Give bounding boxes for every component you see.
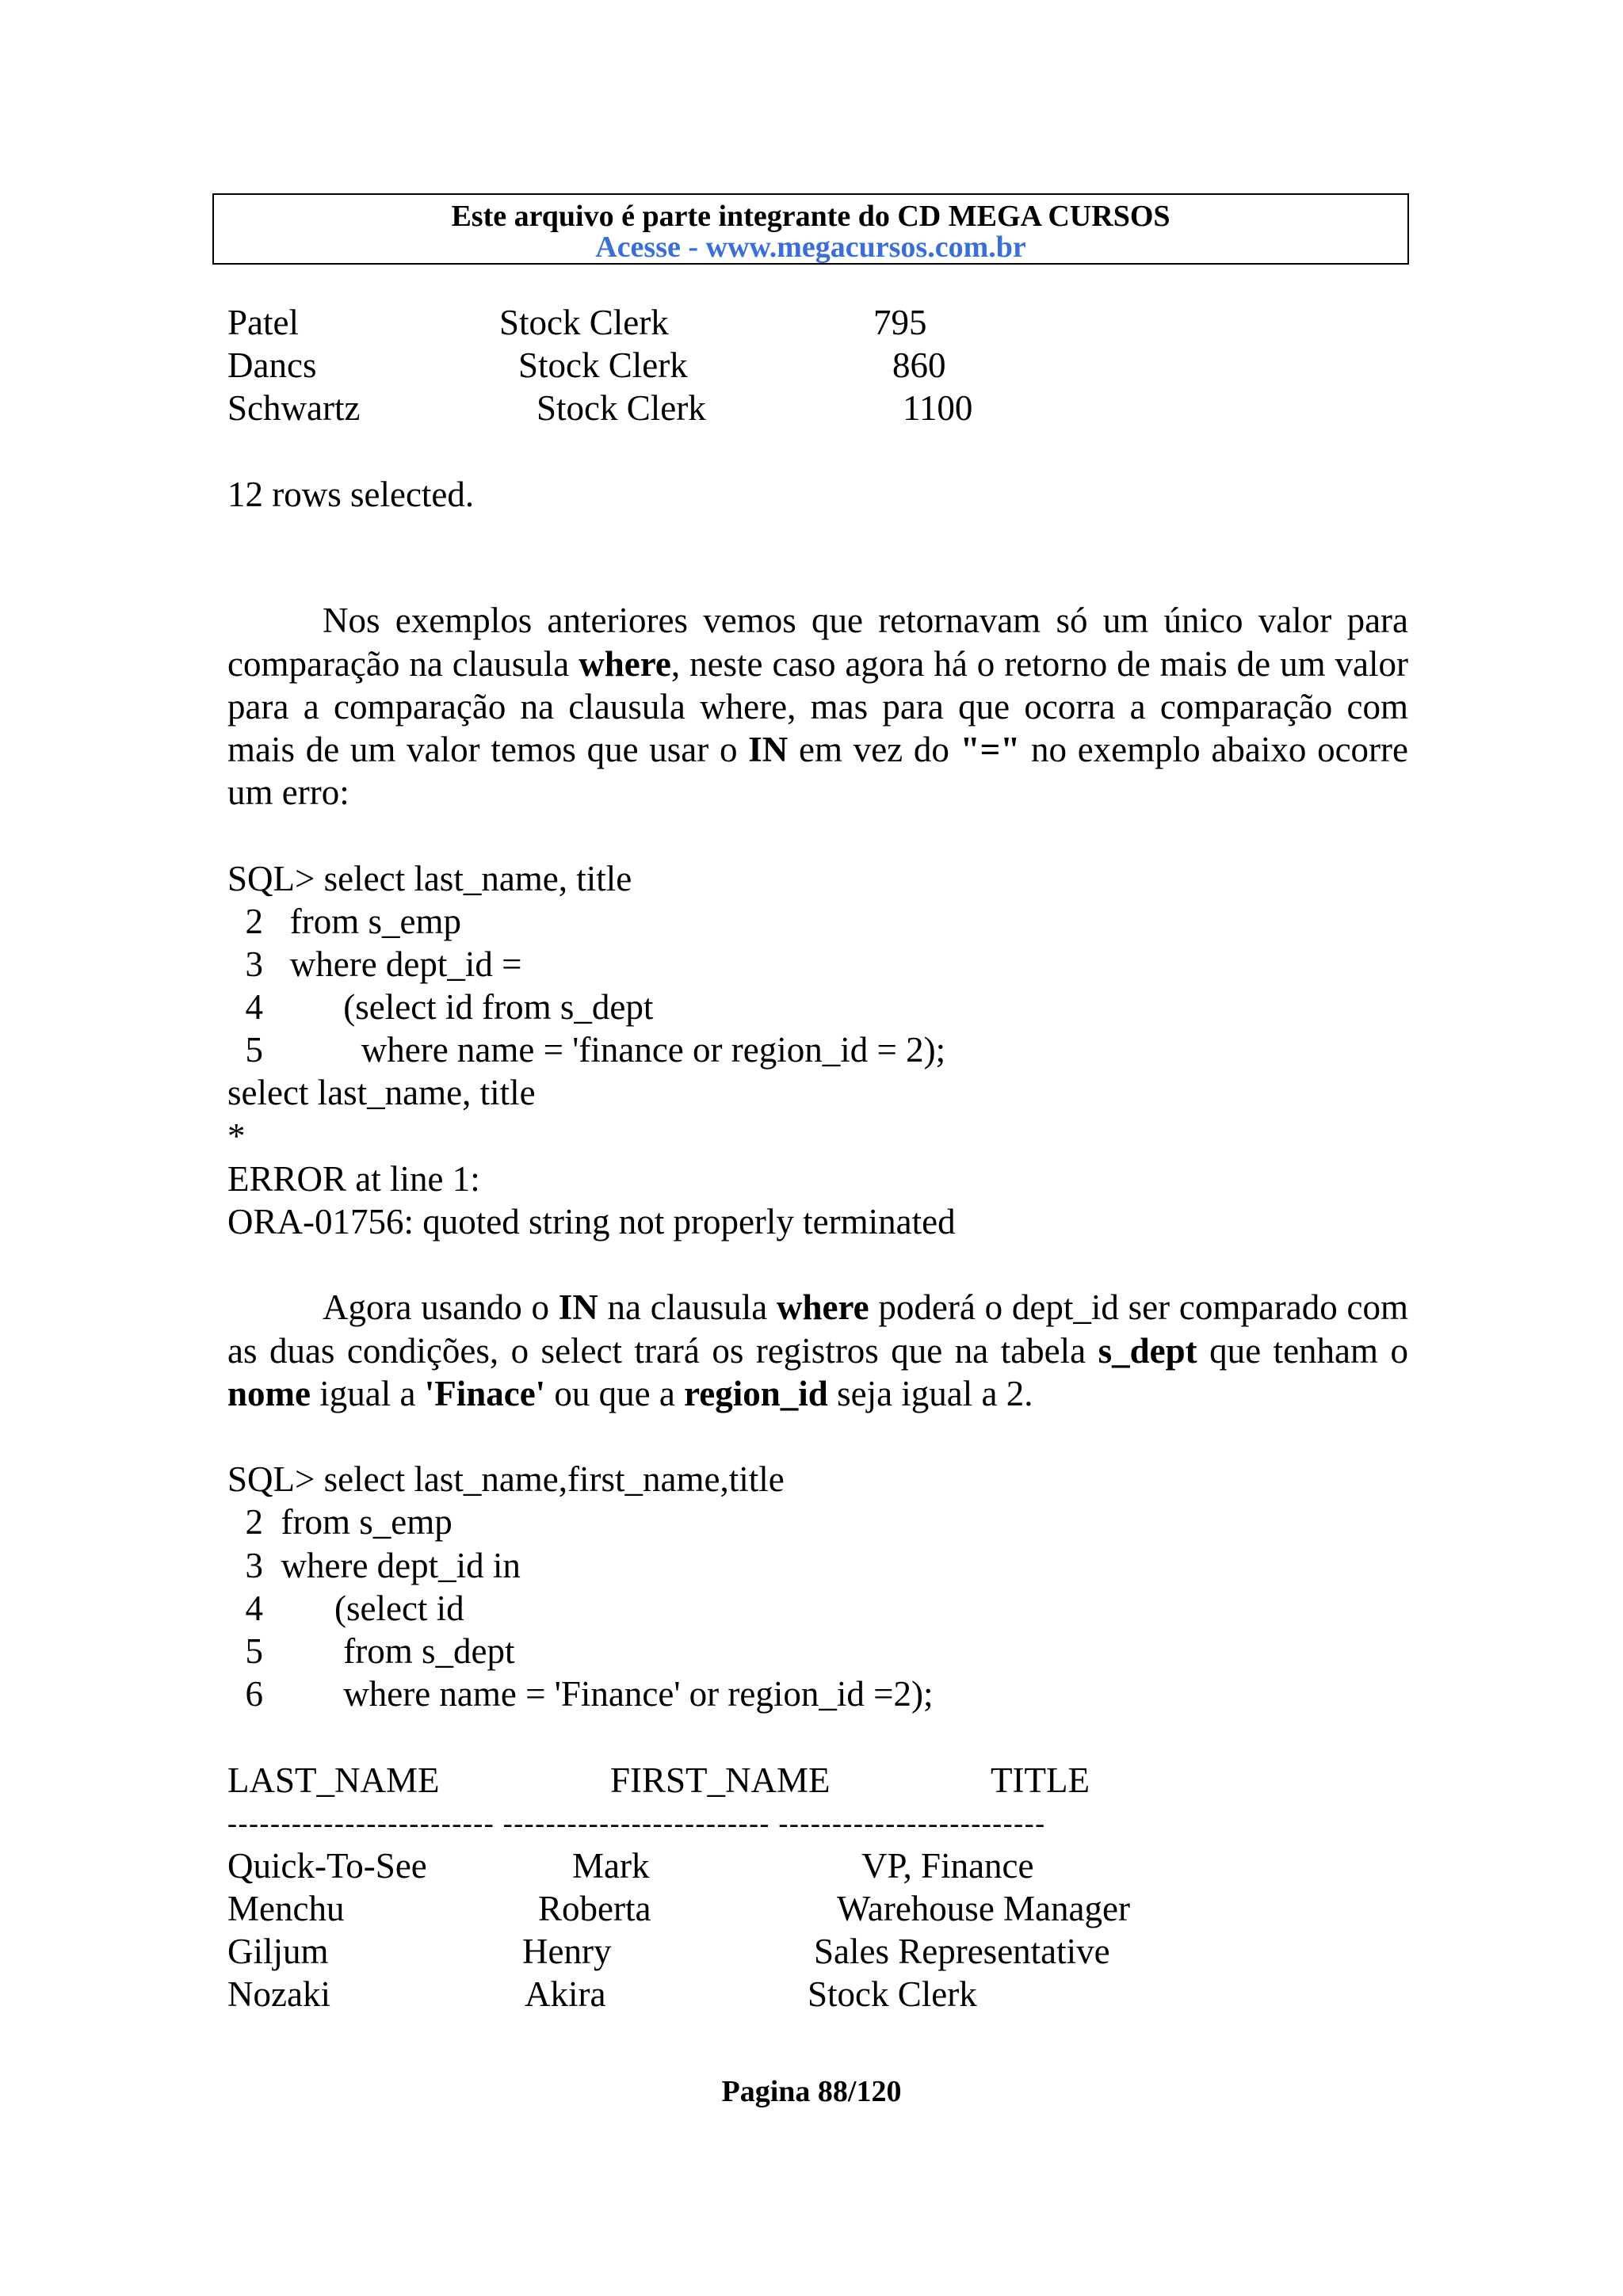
- code-line: 4 (select id: [227, 1588, 464, 1628]
- page-number: Pagina 88/120: [721, 2075, 902, 2108]
- result-table: [227, 1759, 1408, 2016]
- header-box: [212, 193, 1409, 265]
- code-line: 5 where name = 'finance or region_id = 2);: [227, 1030, 946, 1070]
- sql-block-1: [227, 857, 1408, 1244]
- table-row: [227, 301, 1408, 344]
- rows-selected-text: 12 rows selected.: [227, 474, 475, 514]
- code-line: 2 from s_emp: [227, 1502, 453, 1543]
- error-message: ORA-01756: quoted string not properly terminated: [227, 1202, 956, 1242]
- table-header-row: [227, 1759, 1408, 1802]
- code-line: 6 where name = 'Finance' or region_id =2);: [227, 1674, 934, 1714]
- table-row: Quick-To-See Mark VP, Finance: [227, 1845, 1034, 1886]
- table-row: Giljum Henry Sales Representative: [227, 1932, 1110, 1972]
- cell-title: Stock Clerk: [499, 303, 669, 342]
- code-line: 5 from s_dept: [227, 1630, 515, 1671]
- cell-name: Schwartz: [227, 388, 361, 429]
- table-row: Menchu Roberta Warehouse Manager: [227, 1889, 1130, 1929]
- table-row: Nozaki Akira Stock Clerk: [227, 1974, 977, 2015]
- paragraph-2: Agora usando o IN na clausula where poderá o dept_id ser comparado com as duas condições, o select trará os registros que na tabela s_dept que tenham o nome igual a 'Finace' ou que a region_id seja igual a 2.: [227, 1287, 1408, 1413]
- paragraph-1: Nos exemplos anteriores vemos que retornavam só um único valor para comparação na clausula where, neste caso agora há o retorno de mais de um valor para a comparação na clausula where, mas para que ocorra a comparação com mais de um valor temos que usar o IN em vez do "=" no exemplo abaixo ocorre um erro:: [227, 601, 1409, 813]
- cell-name: Dancs: [227, 345, 317, 386]
- code-line: ERROR at line 1:: [227, 1158, 480, 1199]
- cell-salary: 795: [873, 303, 927, 342]
- header-title: Este arquivo é parte integrante do CD MEGA CURSOS: [451, 200, 1170, 233]
- code-line: SQL> select last_name,first_name,title: [227, 1459, 785, 1500]
- table-separator: ------------------------- ------------------------- -------------------------: [227, 1806, 1046, 1839]
- column-header: LAST_NAME: [227, 1760, 440, 1800]
- table-row: [227, 387, 1408, 429]
- code-line: 2 from s_emp: [227, 901, 461, 941]
- cell-name: Patel: [227, 303, 299, 342]
- column-header: FIRST_NAME: [610, 1760, 831, 1800]
- code-line: SQL> select last_name, title: [227, 858, 632, 898]
- table-row: [227, 344, 1408, 387]
- code-line: *: [227, 1116, 246, 1156]
- cell-title: Stock Clerk: [518, 345, 688, 386]
- code-line: 4 (select id from s_dept: [227, 987, 654, 1028]
- column-header: TITLE: [991, 1760, 1090, 1800]
- sql-block-2: [227, 1458, 1408, 1715]
- document-body: [227, 301, 1408, 2016]
- cell-title: Stock Clerk: [537, 388, 706, 429]
- cell-salary: 860: [892, 345, 946, 386]
- cell-salary: 1100: [903, 388, 973, 429]
- code-line: 3 where dept_id =: [227, 944, 522, 984]
- code-line: select last_name, title: [227, 1073, 536, 1113]
- header-website-link[interactable]: Acesse - www.megacursos.com.br: [595, 231, 1026, 264]
- code-line: 3 where dept_id in: [227, 1545, 521, 1585]
